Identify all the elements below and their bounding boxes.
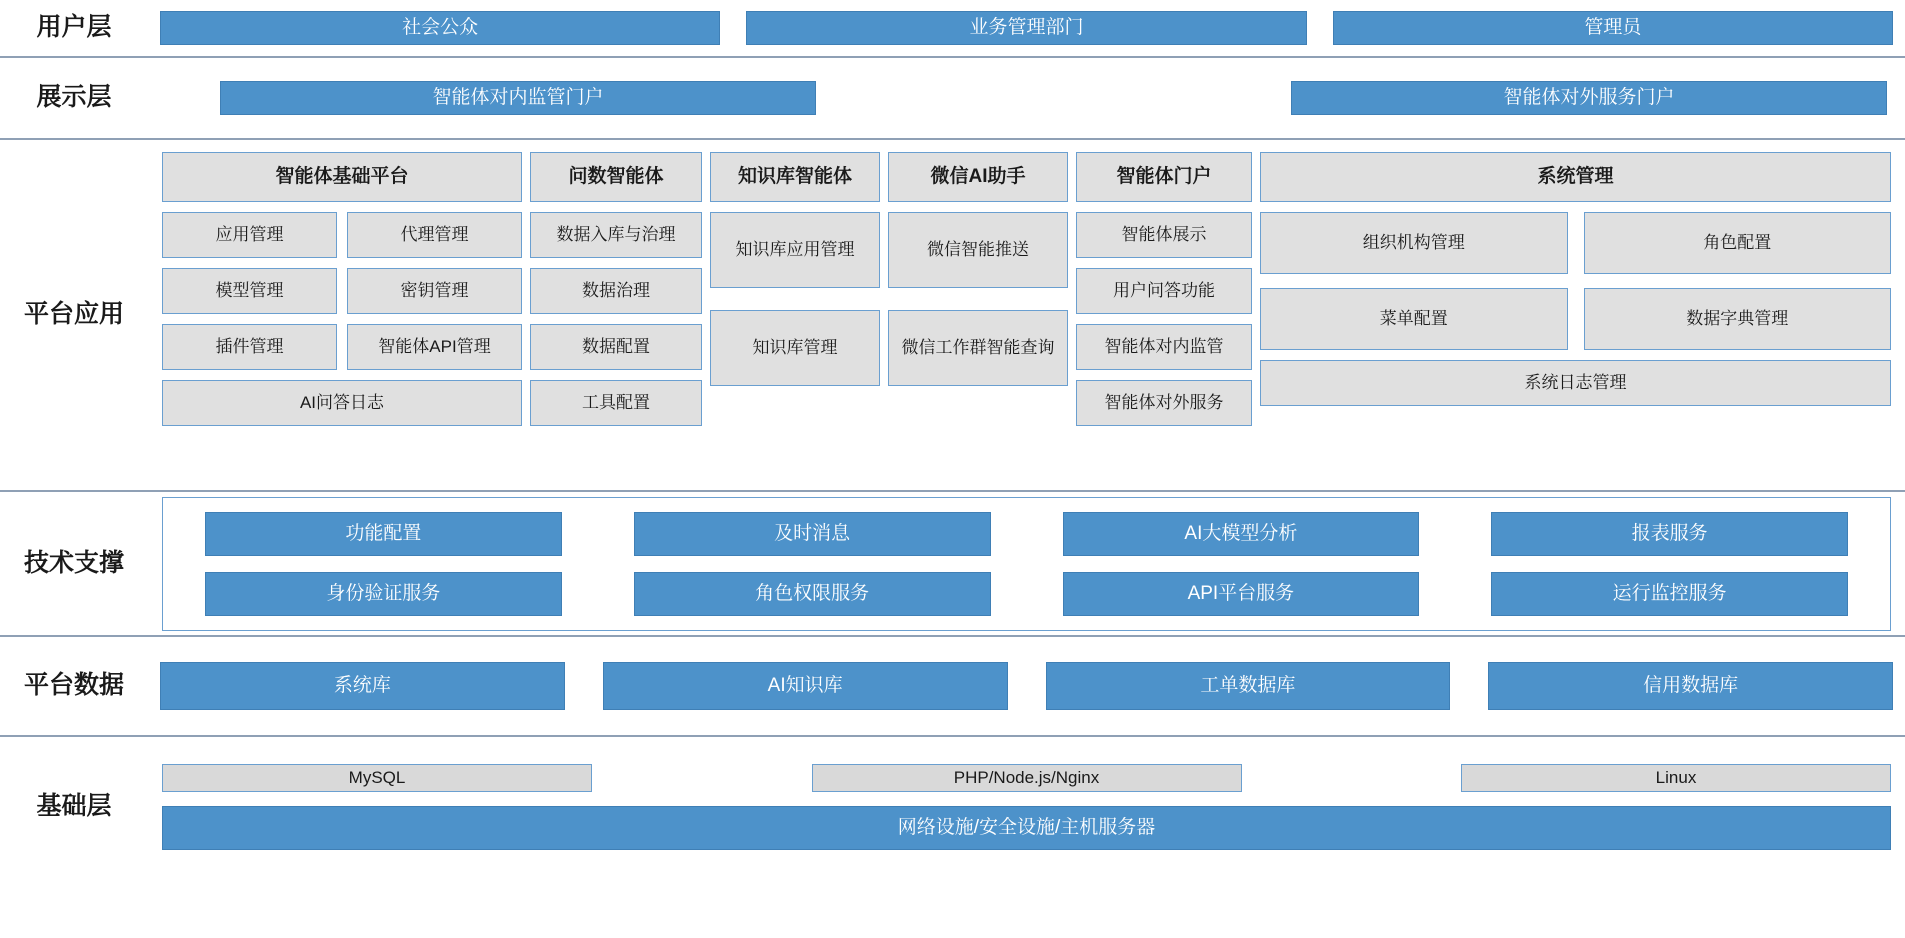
layer-label-data-line1: 平台 — [23, 671, 74, 700]
group-header-agent-base-platform: 智能体基础平台 — [162, 152, 522, 202]
infra-item-network-security-host[interactable]: 网络设施/安全设施/主机服务器 — [162, 806, 1891, 850]
presentation-item-internal-portal[interactable]: 智能体对内监管门户 — [220, 81, 816, 115]
group-grid-agent-base-platform — [162, 212, 522, 370]
item-agent-management[interactable]: 代理管理 — [347, 212, 522, 258]
tech-item-role-permission-service[interactable]: 角色权限服务 — [634, 572, 991, 616]
user-item-admin[interactable]: 管理员 — [1333, 11, 1893, 45]
item-user-qa-function[interactable]: 用户问答功能 — [1076, 268, 1252, 314]
group-list-knowledge-base-agent — [710, 212, 880, 386]
item-key-management[interactable]: 密钥管理 — [347, 268, 522, 314]
item-role-config[interactable]: 角色配置 — [1584, 212, 1892, 274]
item-system-log-management[interactable]: 系统日志管理 — [1260, 360, 1891, 406]
group-header-wechat-ai-assistant: 微信AI助手 — [888, 152, 1068, 202]
layer-user — [0, 0, 1905, 58]
layer-body-technical-support — [148, 492, 1905, 635]
group-header-data-query-agent: 问数智能体 — [530, 152, 702, 202]
layer-label-infrastructure: 基础层 — [36, 791, 112, 820]
presentation-item-external-portal[interactable]: 智能体对外服务门户 — [1291, 81, 1887, 115]
layer-technical-support — [0, 492, 1905, 637]
group-agent-portal — [1076, 152, 1252, 426]
group-wechat-ai-assistant — [888, 152, 1068, 386]
item-org-structure-management[interactable]: 组织机构管理 — [1260, 212, 1568, 274]
infra-item-php-node-nginx[interactable]: PHP/Node.js/Nginx — [812, 764, 1242, 792]
item-kb-management[interactable]: 知识库管理 — [710, 310, 880, 386]
item-wechat-smart-push[interactable]: 微信智能推送 — [888, 212, 1068, 288]
layer-presentation — [0, 58, 1905, 140]
item-agent-api-management[interactable]: 智能体API管理 — [347, 324, 522, 370]
layer-platform-data — [0, 637, 1905, 737]
infra-item-linux[interactable]: Linux — [1461, 764, 1891, 792]
tech-item-auth-service[interactable]: 身份验证服务 — [205, 572, 562, 616]
item-ai-qa-log[interactable]: AI问答日志 — [162, 380, 522, 426]
user-item-business-dept[interactable]: 业务管理部门 — [746, 11, 1306, 45]
item-data-config[interactable]: 数据配置 — [530, 324, 702, 370]
layer-label-tech-line1: 技术 — [23, 548, 74, 577]
layer-label-platform-data — [0, 637, 148, 735]
infra-top-row — [162, 764, 1891, 792]
infra-item-mysql[interactable]: MySQL — [162, 764, 592, 792]
layer-body-platform-application — [148, 140, 1905, 490]
group-header-system-management: 系统管理 — [1260, 152, 1891, 202]
layer-label-data-line2: 数据 — [74, 671, 125, 700]
item-agent-showcase[interactable]: 智能体展示 — [1076, 212, 1252, 258]
tech-item-instant-message[interactable]: 及时消息 — [634, 512, 991, 556]
group-list-wechat-ai-assistant — [888, 212, 1068, 386]
tech-item-ai-llm-analysis[interactable]: AI大模型分析 — [1063, 512, 1420, 556]
data-item-credit-db[interactable]: 信用数据库 — [1488, 662, 1893, 710]
item-model-management[interactable]: 模型管理 — [162, 268, 337, 314]
layer-label-presentation: 展示层 — [36, 83, 112, 112]
item-kb-app-management[interactable]: 知识库应用管理 — [710, 212, 880, 288]
group-knowledge-base-agent — [710, 152, 880, 386]
layer-label-tech-line2: 支撑 — [74, 548, 125, 577]
layer-body-platform-data — [148, 637, 1905, 735]
tech-item-function-config[interactable]: 功能配置 — [205, 512, 562, 556]
tech-frame — [162, 497, 1891, 631]
item-data-dictionary-management[interactable]: 数据字典管理 — [1584, 288, 1892, 350]
item-plugin-management[interactable]: 插件管理 — [162, 324, 337, 370]
layer-body-user — [148, 0, 1905, 56]
item-menu-config[interactable]: 菜单配置 — [1260, 288, 1568, 350]
item-agent-internal-supervision[interactable]: 智能体对内监管 — [1076, 324, 1252, 370]
item-data-governance[interactable]: 数据治理 — [530, 268, 702, 314]
group-header-knowledge-base-agent: 知识库智能体 — [710, 152, 880, 202]
tech-item-report-service[interactable]: 报表服务 — [1491, 512, 1848, 556]
user-item-public[interactable]: 社会公众 — [160, 11, 720, 45]
group-header-agent-portal: 智能体门户 — [1076, 152, 1252, 202]
group-agent-base-platform — [162, 152, 522, 426]
group-list-agent-portal — [1076, 212, 1252, 426]
item-data-ingest-governance[interactable]: 数据入库与治理 — [530, 212, 702, 258]
layer-infrastructure — [0, 737, 1905, 876]
layer-label-platform-line2: 应用 — [74, 300, 125, 329]
group-system-management — [1260, 152, 1891, 406]
tech-item-api-platform-service[interactable]: API平台服务 — [1063, 572, 1420, 616]
item-wechat-group-smart-query[interactable]: 微信工作群智能查询 — [888, 310, 1068, 386]
data-item-ai-knowledge-db[interactable]: AI知识库 — [603, 662, 1008, 710]
item-agent-external-service[interactable]: 智能体对外服务 — [1076, 380, 1252, 426]
layer-label-user: 用户层 — [36, 13, 112, 42]
tech-item-runtime-monitoring-service[interactable]: 运行监控服务 — [1491, 572, 1848, 616]
group-data-query-agent — [530, 152, 702, 426]
data-item-workorder-db[interactable]: 工单数据库 — [1046, 662, 1451, 710]
layer-label-platform-application — [0, 140, 148, 490]
group-grid-system-management — [1260, 212, 1891, 350]
group-list-data-query-agent — [530, 212, 702, 426]
layer-body-infrastructure — [148, 737, 1905, 876]
layer-body-presentation — [148, 58, 1905, 138]
layer-label-technical-support — [0, 492, 148, 635]
item-app-management[interactable]: 应用管理 — [162, 212, 337, 258]
item-tool-config[interactable]: 工具配置 — [530, 380, 702, 426]
layer-label-platform-line1: 平台 — [23, 300, 74, 329]
layer-platform-application — [0, 140, 1905, 492]
data-item-system-db[interactable]: 系统库 — [160, 662, 565, 710]
